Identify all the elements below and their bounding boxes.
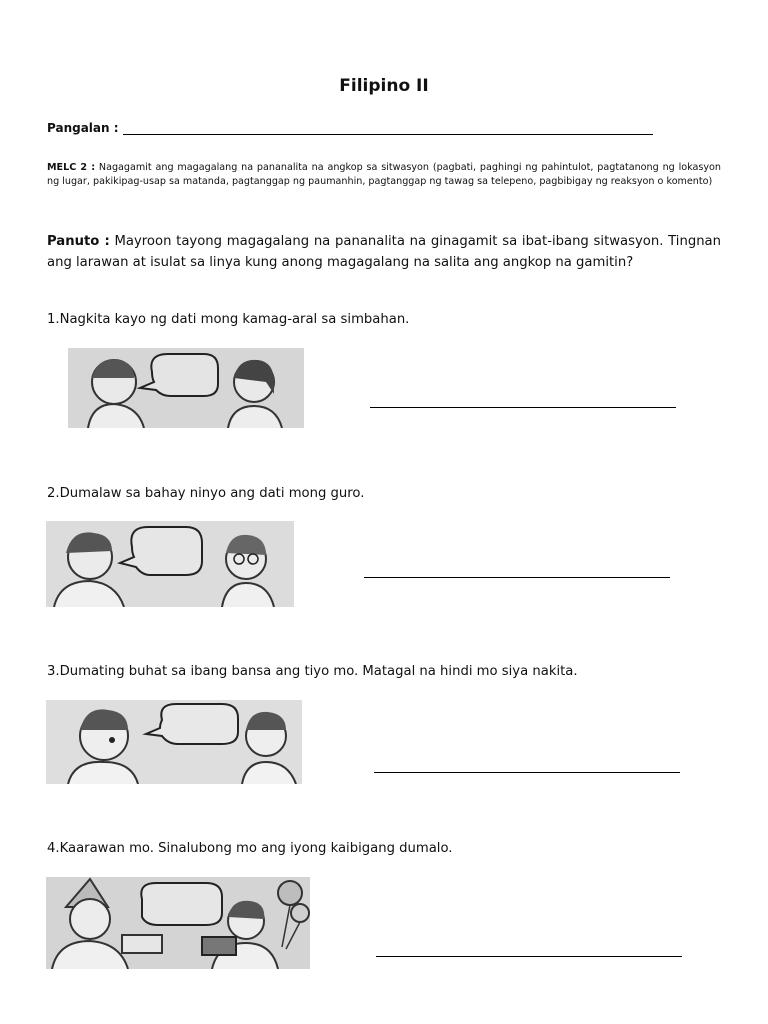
answer-line-3[interactable] xyxy=(374,772,680,773)
name-field[interactable] xyxy=(123,121,653,135)
question-2-illustration xyxy=(46,521,294,607)
question-2-text: 2.Dumalaw sa bahay ninyo ang dati mong guro. xyxy=(47,486,365,501)
name-label: Pangalan : xyxy=(47,121,119,135)
instructions-text: Mayroon tayong magagalang na pananalita na ginagamit sa ibat-ibang sitwasyon. Tingnan ang larawan at isulat sa linya kung anong magagalang na salita ang angkop na gamitin? xyxy=(47,234,721,270)
question-4-text: 4.Kaarawan mo. Sinalubong mo ang iyong kaibigang dumalo. xyxy=(47,841,453,856)
melc-text: Nagagamit ang magagalang na pananalita na angkop sa sitwasyon (pagbati, paghingi ng pahintulot, pagtatanong ng lokasyon ng lugar, pakikipag-usap sa matanda, pagtanggap ng paumanhin, pagtanggap ng tawag sa telepeno, pagbibigay ng reaksyon o komento) xyxy=(47,162,722,187)
melc-label: MELC 2 : xyxy=(47,162,96,173)
answer-line-1[interactable] xyxy=(370,407,676,408)
answer-line-4[interactable] xyxy=(376,956,682,957)
question-1-text: 1.Nagkita kayo ng dati mong kamag-aral sa simbahan. xyxy=(47,312,410,327)
question-3-illustration xyxy=(46,700,302,784)
question-3-text: 3.Dumating buhat sa ibang bansa ang tiyo mo. Matagal na hindi mo siya nakita. xyxy=(47,664,578,679)
instructions-paragraph xyxy=(47,231,721,273)
question-1-illustration xyxy=(68,348,304,428)
name-row xyxy=(47,121,653,135)
melc-paragraph xyxy=(47,161,721,188)
worksheet-title: Filipino II xyxy=(339,76,429,96)
question-4-illustration xyxy=(46,877,310,969)
answer-line-2[interactable] xyxy=(364,577,670,578)
instructions-label: Panuto : xyxy=(47,234,110,249)
